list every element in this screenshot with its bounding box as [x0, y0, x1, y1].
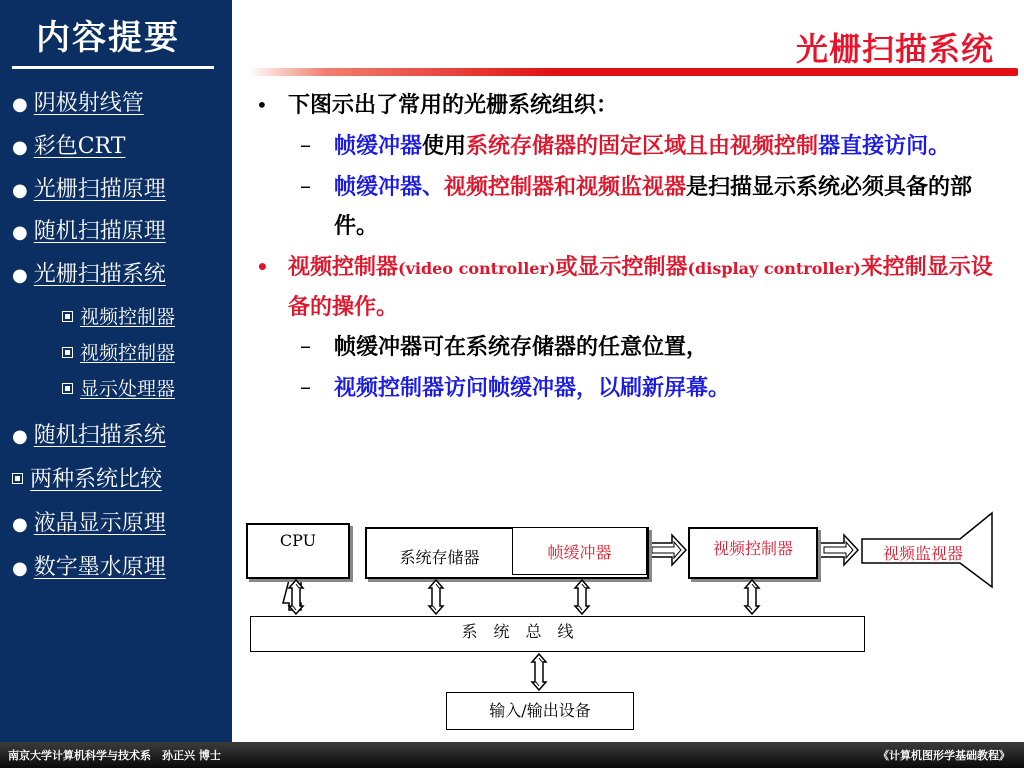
nav-item-lcd-principle[interactable]: ● 液晶显示原理: [12, 511, 166, 536]
framebuffer-box: [512, 527, 647, 575]
video-controller-box: 视频控制器: [688, 527, 818, 579]
footer-book-title: 《计算机图形学基础教程》: [878, 749, 1010, 762]
footer-author: 南京大学计算机科学与技术系 孙正兴 博士: [8, 749, 221, 762]
subnav-item-video-controller[interactable]: 视频控制器: [62, 302, 175, 329]
square-bullet-icon: [62, 311, 73, 322]
nav-item-raster-system[interactable]: ● 光栅扫描系统: [12, 262, 166, 287]
nav-item-eink-principle[interactable]: ● 数字墨水原理: [12, 555, 166, 580]
subnav-item-display-processor[interactable]: 显示处理器: [62, 374, 175, 401]
nav-item-raster-principle[interactable]: ● 光栅扫描原理: [12, 177, 166, 202]
square-bullet-icon: [62, 347, 73, 358]
subbullet-framebuffer-anywhere: – 帧缓冲器可在系统存储器的任意位置，: [252, 328, 997, 367]
sidebar-title: 内容提要: [36, 18, 180, 58]
sidebar: [0, 0, 232, 742]
arrow-cpu-bus: [283, 580, 301, 610]
nav-item-color-crt[interactable]: ● 彩色CRT: [12, 134, 126, 159]
nav-item-system-compare[interactable]: 两种系统比较: [12, 462, 162, 493]
nav-item-random-principle[interactable]: ● 随机扫描原理: [12, 219, 166, 244]
memory-label: 系统存储器: [399, 548, 480, 567]
arrow-fb-to-vc: [648, 535, 686, 565]
subbullet-framebuffer-memory: – 帧缓冲器使用系统存储器的固定区域且由视频控制器直接访问。: [252, 127, 997, 166]
memory-box: [365, 527, 649, 579]
cpu-box: CPU: [246, 523, 350, 579]
sidebar-divider: [12, 66, 214, 69]
square-bullet-icon: [62, 383, 73, 394]
subbullet-refresh-screen: – 视频控制器访问帧缓冲器，以刷新屏幕。: [252, 369, 997, 408]
bullet-raster-org: • 下图示出了常用的光栅系统组织：: [252, 86, 997, 125]
slide-content: [252, 86, 997, 410]
io-device-box: 输入/输出设备: [446, 692, 634, 730]
nav-item-random-system[interactable]: ● 随机扫描系统: [12, 423, 166, 448]
subbullet-required-components: – 帧缓冲器、视频控制器和视频监视器是扫描显示系统必须具备的部件。: [252, 168, 997, 246]
nav-item-crt-tube[interactable]: ● 阴极射线管: [12, 91, 144, 116]
title-underline-bar: [248, 68, 1018, 76]
system-bus-box: 系 统 总 线: [250, 616, 865, 652]
slide-title: 光栅扫描系统: [795, 30, 994, 68]
footer-bar: [0, 742, 1024, 768]
subnav-item-video-controller-2[interactable]: 视频控制器: [62, 338, 175, 365]
monitor-label: 视频监视器: [882, 544, 963, 563]
bullet-video-controller: • 视频控制器(video controller)或显示控制器(display controller)来控制显示设备的操作。: [252, 248, 997, 326]
framebuffer-label: 帧缓冲器: [547, 543, 612, 562]
arrow-vc-to-monitor: [820, 535, 858, 565]
square-bullet-icon: [12, 473, 23, 484]
